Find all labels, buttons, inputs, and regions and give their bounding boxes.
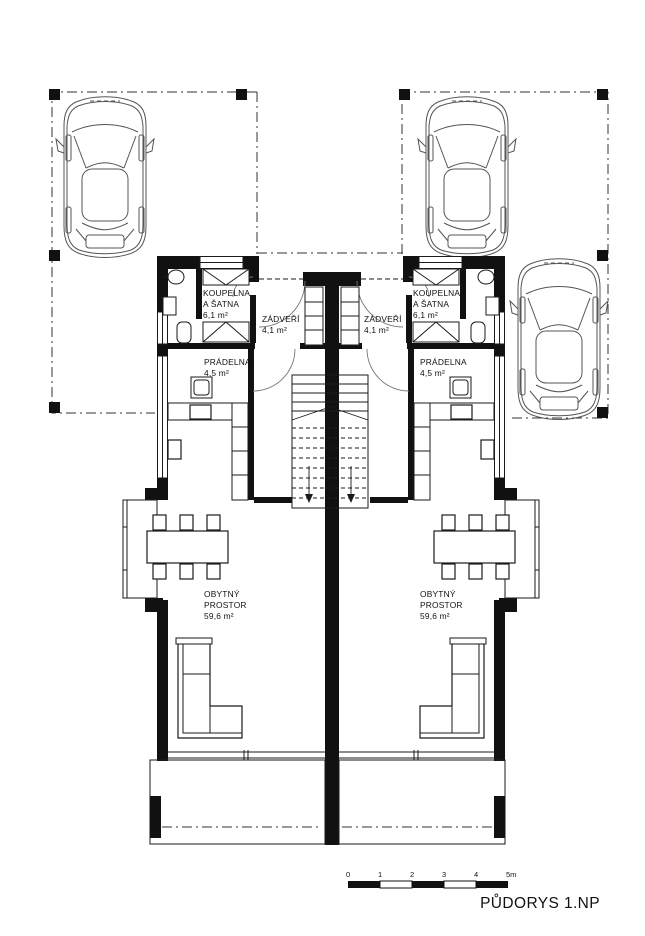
- svg-text:PROSTOR: PROSTOR: [204, 600, 247, 610]
- washbasin-right: [478, 270, 494, 284]
- scale-tick-2: 2: [410, 870, 415, 879]
- room-label-bathroom-right: KOUPELNA: [413, 288, 461, 298]
- svg-text:6,1 m²: 6,1 m²: [413, 310, 438, 320]
- svg-text:4,5 m²: 4,5 m²: [420, 368, 445, 378]
- svg-text:4,1 m²: 4,1 m²: [364, 325, 389, 335]
- svg-text:A ŠATNA: A ŠATNA: [413, 299, 450, 309]
- kitchen-left: [162, 403, 248, 500]
- dining-set-left: [147, 515, 228, 579]
- sofa-left: [176, 638, 242, 738]
- sink-right: [481, 440, 494, 459]
- car-icon: [510, 259, 608, 420]
- room-label-vestibule-left: ZÁDVEŘÍ: [262, 314, 300, 324]
- cooktop-left: [190, 405, 211, 419]
- svg-text:4,5 m²: 4,5 m²: [204, 368, 229, 378]
- scale-tick-3: 3: [442, 870, 447, 879]
- sink-left: [168, 440, 181, 459]
- vestibule-closet-right: [341, 287, 359, 345]
- dining-set-right: [434, 515, 515, 579]
- svg-text:PROSTOR: PROSTOR: [420, 600, 463, 610]
- cooktop-right: [451, 405, 472, 419]
- terrace-right: [339, 760, 505, 844]
- vestibule-closet-left: [305, 287, 323, 345]
- room-label-laundry-left: PRÁDELNA: [204, 357, 251, 367]
- room-label-living-left: OBYTNÝ: [204, 589, 240, 599]
- svg-text:59,6 m²: 59,6 m²: [204, 611, 234, 621]
- dining-table-left: [147, 531, 228, 563]
- svg-text:4,1 m²: 4,1 m²: [262, 325, 287, 335]
- dining-table-right: [434, 531, 515, 563]
- scale-tick-5: 5m: [506, 870, 517, 879]
- scale-tick-4: 4: [474, 870, 479, 879]
- plan-title: PŮDORYS 1.NP: [480, 895, 600, 912]
- toilet-left: [177, 322, 191, 343]
- svg-text:6,1 m²: 6,1 m²: [203, 310, 228, 320]
- kitchen-right: [414, 403, 500, 500]
- cabinet-right: [486, 297, 499, 315]
- scale-tick-0: 0: [346, 870, 351, 879]
- terrace-left: [150, 760, 325, 844]
- car-icon: [56, 97, 154, 258]
- scale-bar: [346, 870, 516, 888]
- party-wall: [325, 272, 339, 845]
- scale-tick-1: 1: [378, 870, 383, 879]
- room-label-living-right: OBYTNÝ: [420, 589, 456, 599]
- room-label-vestibule-right: ZÁDVEŘÍ: [364, 314, 402, 324]
- fixtures-left: [159, 269, 323, 500]
- car-icon: [418, 97, 516, 258]
- svg-text:59,6 m²: 59,6 m²: [420, 611, 450, 621]
- room-label-laundry-right: PRÁDELNA: [420, 357, 467, 367]
- svg-text:A ŠATNA: A ŠATNA: [203, 299, 240, 309]
- sofa-right: [420, 638, 486, 738]
- room-label-bathroom-left: KOUPELNA: [203, 288, 251, 298]
- washbasin-left: [168, 270, 184, 284]
- toilet-right: [471, 322, 485, 343]
- cabinet-left: [163, 297, 176, 315]
